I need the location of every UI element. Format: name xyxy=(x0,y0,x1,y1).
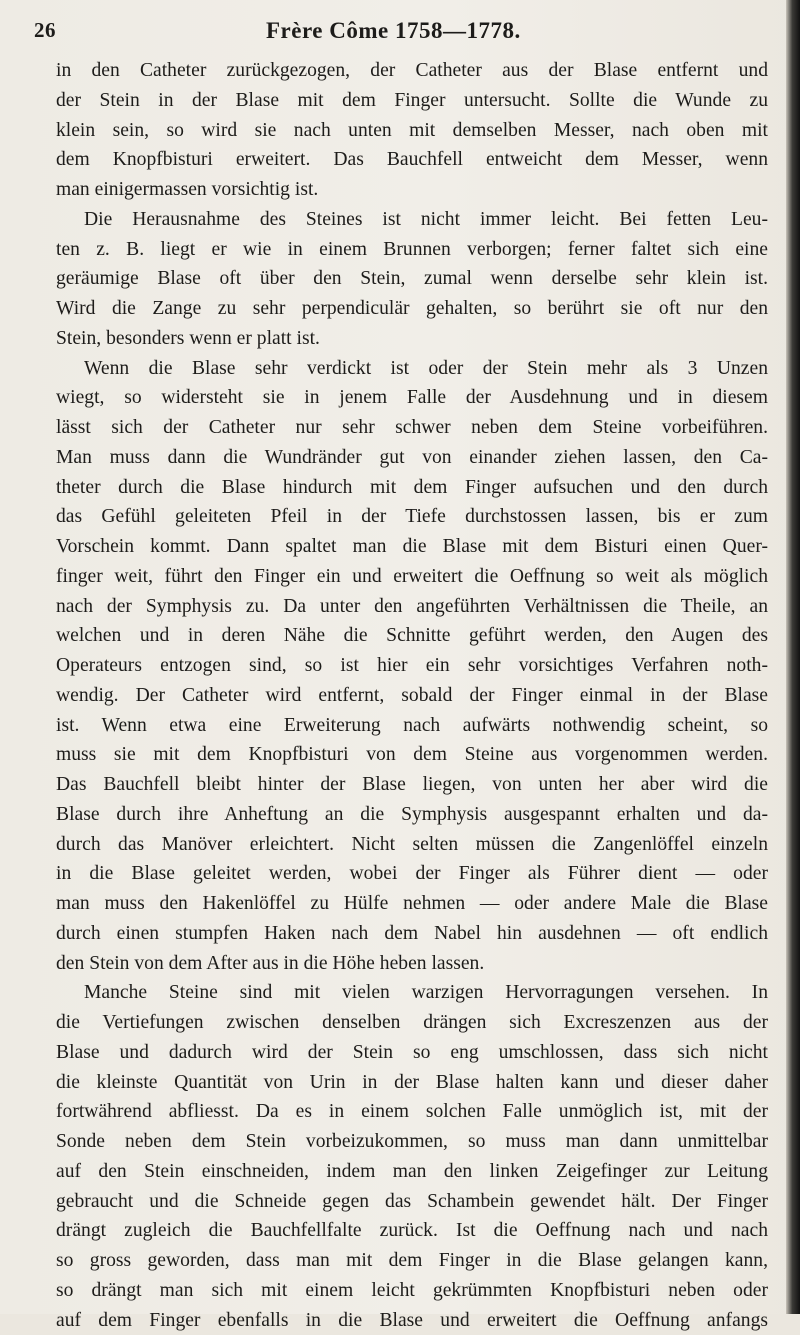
text-line: in den Catheter zurückgezogen, der Catheter aus der Blase entfernt und xyxy=(56,56,768,86)
text-line: auf dem Finger ebenfalls in die Blase und erweitert die Oeffnung anfangs xyxy=(56,1306,768,1335)
text-line: wendig. Der Catheter wird entfernt, sobald der Finger einmal in der Blase xyxy=(56,681,768,711)
text-line: in die Blase geleitet werden, wobei der Finger als Führer dient — oder xyxy=(56,859,768,889)
text-line: Man muss dann die Wundränder gut von einander ziehen lassen, den Ca- xyxy=(56,443,768,473)
running-head xyxy=(34,18,769,52)
text-line: ist. Wenn etwa eine Erweiterung nach aufwärts nothwendig scheint, so xyxy=(56,711,768,741)
text-line: Die Herausnahme des Steines ist nicht immer leicht. Bei fetten Leu- xyxy=(56,205,768,235)
body-text xyxy=(56,56,768,1335)
text-line: so drängt man sich mit einem leicht gekrümmten Knopfbisturi neben oder xyxy=(56,1276,768,1306)
text-line: Manche Steine sind mit vielen warzigen Hervorragungen versehen. In xyxy=(56,978,768,1008)
text-line: klein sein, so wird sie nach unten mit demselben Messer, nach oben mit xyxy=(56,116,768,146)
text-line: den Stein von dem After aus in die Höhe heben lassen. xyxy=(56,949,768,979)
text-line: Das Bauchfell bleibt hinter der Blase liegen, von unten her aber wird die xyxy=(56,770,768,800)
text-line: nach der Symphysis zu. Da unter den angeführten Verhältnissen die Theile, an xyxy=(56,592,768,622)
text-line: muss sie mit dem Knopfbisturi von dem Steine aus vorgenommen werden. xyxy=(56,740,768,770)
text-line: Blase und dadurch wird der Stein so eng umschlossen, dass sich nicht xyxy=(56,1038,768,1068)
text-line: durch das Manöver erleichtert. Nicht selten müssen die Zangenlöffel einzeln xyxy=(56,830,768,860)
text-line: die Vertiefungen zwischen denselben drängen sich Excreszenzen aus der xyxy=(56,1008,768,1038)
text-line: Operateurs entzogen sind, so ist hier ein sehr vorsichtiges Verfahren noth- xyxy=(56,651,768,681)
text-line: Wenn die Blase sehr verdickt ist oder der Stein mehr als 3 Unzen xyxy=(56,354,768,384)
text-line: Vorschein kommt. Dann spaltet man die Blase mit dem Bisturi einen Quer- xyxy=(56,532,768,562)
text-line: man einigermassen vorsichtig ist. xyxy=(56,175,768,205)
text-line: geräumige Blase oft über den Stein, zumal wenn derselbe sehr klein ist. xyxy=(56,264,768,294)
running-title: Frère Côme 1758—1778. xyxy=(266,18,521,44)
text-line: durch einen stumpfen Haken nach dem Nabel hin ausdehnen — oft endlich xyxy=(56,919,768,949)
text-line: Stein, besonders wenn er platt ist. xyxy=(56,324,768,354)
text-line: drängt zugleich die Bauchfellfalte zurück. Ist die Oeffnung nach und nach xyxy=(56,1216,768,1246)
text-line: auf den Stein einschneiden, indem man den linken Zeigefinger zur Leitung xyxy=(56,1157,768,1187)
text-line: der Stein in der Blase mit dem Finger untersucht. Sollte die Wunde zu xyxy=(56,86,768,116)
text-line: das Gefühl geleiteten Pfeil in der Tiefe durchstossen lassen, bis er zum xyxy=(56,502,768,532)
text-line: Blase durch ihre Anheftung an die Symphysis ausgespannt erhalten und da- xyxy=(56,800,768,830)
text-line: wiegt, so widersteht sie in jenem Falle der Ausdehnung und in diesem xyxy=(56,383,768,413)
text-line: die kleinste Quantität von Urin in der Blase halten kann und dieser daher xyxy=(56,1068,768,1098)
text-line: Wird die Zange zu sehr perpendiculär gehalten, so berührt sie oft nur den xyxy=(56,294,768,324)
text-line: so gross geworden, dass man mit dem Finger in die Blase gelangen kann, xyxy=(56,1246,768,1276)
text-line: fortwährend abfliesst. Da es in einem solchen Falle unmöglich ist, mit der xyxy=(56,1097,768,1127)
text-line: ten z. B. liegt er wie in einem Brunnen verborgen; ferner faltet sich eine xyxy=(56,235,768,265)
text-line: gebraucht und die Schneide gegen das Schambein gewendet hält. Der Finger xyxy=(56,1187,768,1217)
text-line: lässt sich der Catheter nur sehr schwer neben dem Steine vorbeiführen. xyxy=(56,413,768,443)
page-number: 26 xyxy=(34,18,56,43)
text-line: welchen und in deren Nähe die Schnitte geführt werden, den Augen des xyxy=(56,621,768,651)
text-line: Sonde neben dem Stein vorbeizukommen, so muss man dann unmittelbar xyxy=(56,1127,768,1157)
text-line: dem Knopfbisturi erweitert. Das Bauchfell entweicht dem Messer, wenn xyxy=(56,145,768,175)
text-line: theter durch die Blase hindurch mit dem Finger aufsuchen und den durch xyxy=(56,473,768,503)
text-line: man muss den Hakenlöffel zu Hülfe nehmen — oder andere Male die Blase xyxy=(56,889,768,919)
page-edge-shadow xyxy=(786,0,800,1314)
text-line: finger weit, führt den Finger ein und erweitert die Oeffnung so weit als möglich xyxy=(56,562,768,592)
